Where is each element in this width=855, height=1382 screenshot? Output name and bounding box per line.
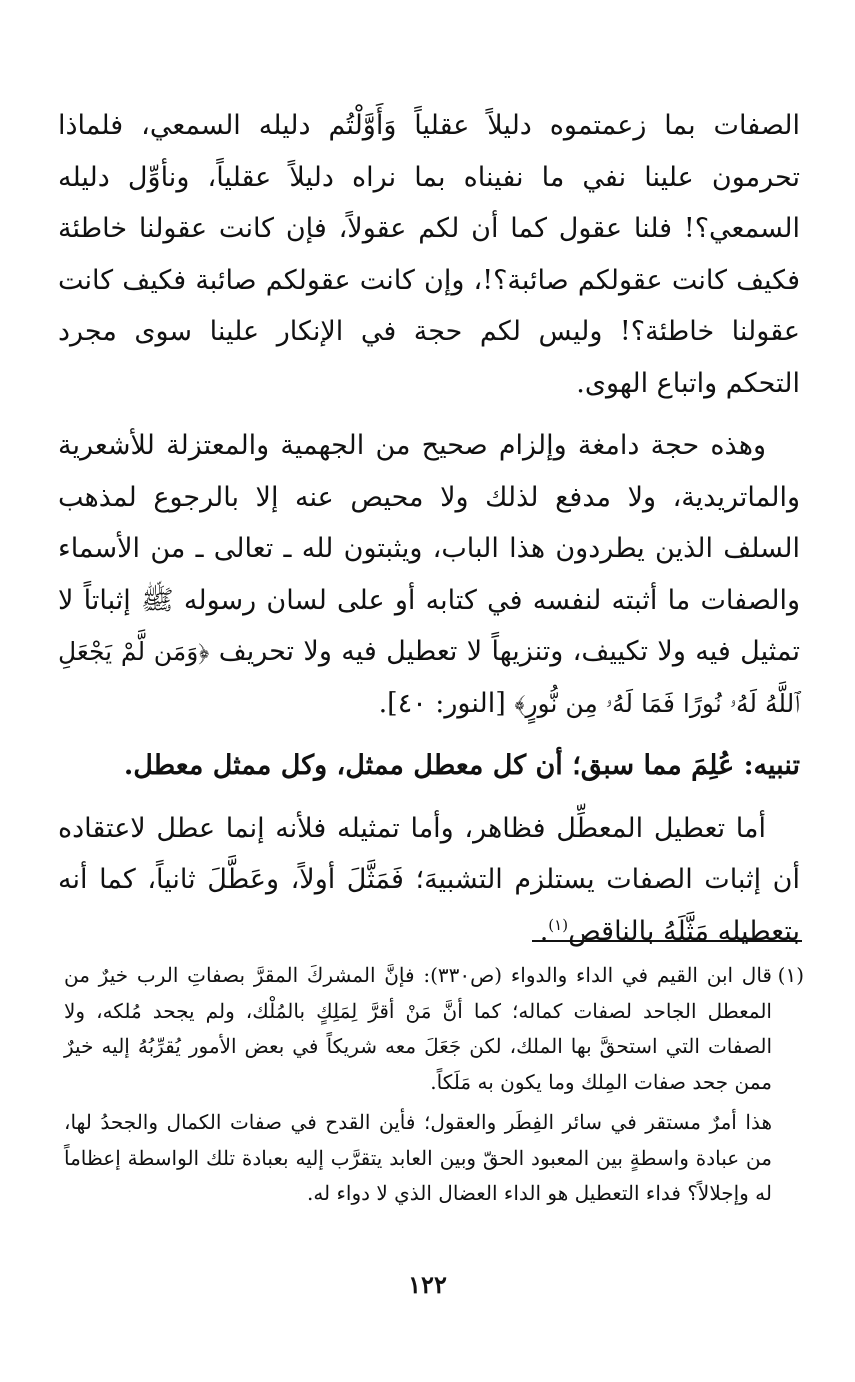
footnote-text [64,958,772,1212]
footnote-part-1: قال ابن القيم في الداء والدواء (ص٣٣٠): فإنَّ المشركَ المقرَّ بصفاتِ الرب خيرٌ من المعطل الجاحد لصفات كماله؛ كما أنَّ مَنْ أقرَّ لِمَلِكٍ بالمُلْك، ولم يجحد مُلكه، ولا الصفات التي استحقَّ بها الملك، لكن جَعَلَ معه شريكاً في بعض الأمور يُقرِّبُهُ إليه خيرٌ ممن جحد صفات المِلك وما يكون به مَلَكاً. [64,963,772,1094]
paragraph-4-end: . [539,915,549,947]
quran-verse: ﴿وَمَن لَّمْ يَجْعَلِ ٱللَّهُ لَهُۥ نُورًا فَمَا لَهُۥ مِن نُّورٍ﴾ [58,637,800,718]
footnote-number: (١) [777,963,804,987]
footnote-reference[interactable]: (١) [548,915,569,934]
page-number: ١٢٢ [408,1270,447,1299]
quran-reference: [النور: ٤٠]. [378,687,506,719]
note-text: عُلِمَ مما سبق؛ أن كل معطل ممثل، وكل ممثل معطل. [123,750,735,781]
footnote-part-2: هذا أمرٌ مستقر في سائر الفِطَر والعقول؛ فأين القدح في صفات الكمال والجحدُ لها، من عبادة واسطةٍ بين المعبود الحقّ وبين العابد يتقرَّب إليه بعبادة تلك الواسطة إعظاماً له وإجلالاً؟ فداء التعطيل هو الداء العضال الذي لا دواء له. [64,1110,772,1205]
paragraph-1: الصفات بما زعمتموه دليلاً عقلياً وَأَوَّلْتُم دليله السمعي، فلماذا تحرمون علينا نفي ما نفيناه بما نراه دليلاً عقلياً، ونأوِّل دليله السمعي؟! فلنا عقول كما أن لكم عقولاً، فإن كانت عقولنا خاطئة فكيف كانت عقولكم صائبة؟!، وإن كانت عقولكم صائبة فكيف كانت عقولنا خاطئة؟! وليس لكم حجة في الإنكار علينا سوى مجرد التحكم واتباع الهوى. [58,110,800,399]
footnotes [64,958,804,1212]
note-paragraph [58,740,800,792]
paragraph-4-text: أما تعطيل المعطِّل فظاهر، وأما تمثيله فلأنه إنما عطل لاعتقاده أن إثبات الصفات يستلزم التشبيهَ؛ فَمَثَّلَ أولاً، وعَطَّلَ ثانياً، كما أنه بتعطيله مَثَّلَهُ بالناقص [58,812,800,947]
note-label: تنبيه: [743,750,800,781]
paragraph-2-text: وهذه حجة دامغة وإلزام صحيح من الجهمية والمعتزلة للأشعرية والماتريدية، ولا مدفع لذلك ولا محيص عنه إلا بالرجوع لمذهب السلف الذين يطردون هذا الباب، ويثبتون لله ـ تعالى ـ من الأسماء والصفات ما أثبته لنفسه في كتابه أو على لسان رسوله ﷺ إثباتاً لا تمثيل فيه ولا تكييف، وتنزيهاً لا تعطيل فيه ولا تحريف [58,430,801,667]
paragraph-2 [58,420,800,729]
main-text [58,100,800,957]
footnote-separator [532,940,802,942]
footnote-1 [64,958,804,1212]
paragraph-4 [58,803,800,958]
